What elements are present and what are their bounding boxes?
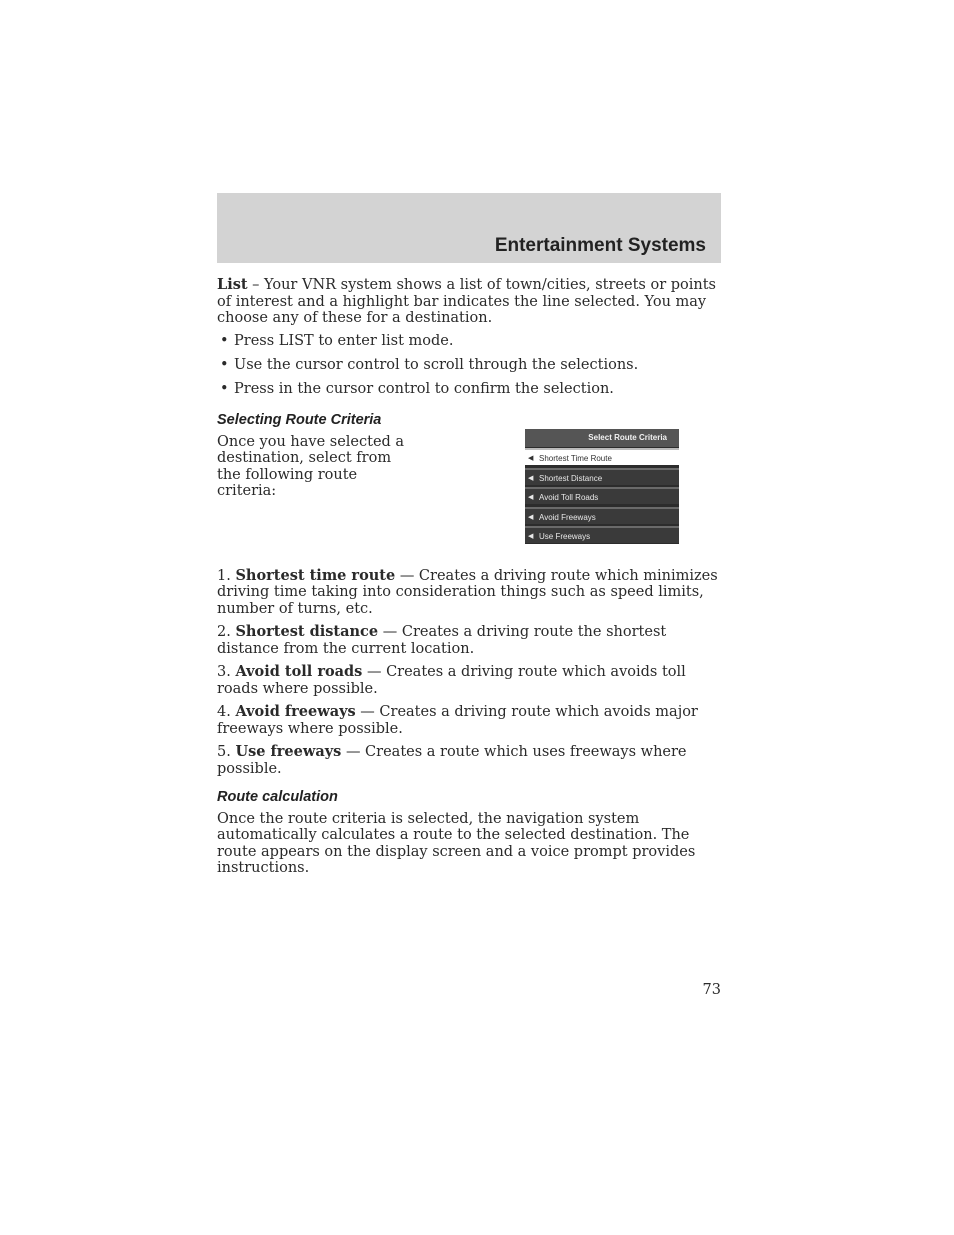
- left-triangle-icon: ◀: [528, 493, 534, 501]
- intro-paragraph: [217, 277, 721, 327]
- list-item: 4. Avoid freeways — Creates a driving route which avoids major freeways where possible.: [217, 703, 698, 737]
- screen-item-label: Shortest Distance: [539, 473, 603, 483]
- page-content: [217, 277, 721, 877]
- page-title: Entertainment Systems: [494, 235, 706, 256]
- intro-term: List: [217, 276, 248, 293]
- list-item: • Press in the cursor control to confirm the selection.: [217, 381, 721, 398]
- screen-item-avoid-freeways: [525, 507, 679, 524]
- screen-item-label: Avoid Toll Roads: [539, 492, 599, 502]
- bullet-list: [217, 333, 721, 398]
- screen-item-use-freeways: [525, 526, 679, 543]
- page-number: 73: [702, 982, 721, 998]
- section-heading-route-calculation: Route calculation: [217, 789, 338, 805]
- screen-item-label: Use Freeways: [539, 531, 591, 541]
- list-item: 2. Shortest distance — Creates a driving route the shortest distance from the current location.: [217, 623, 667, 657]
- list-item: 3. Avoid toll roads — Creates a driving route which avoids toll roads where possible.: [217, 663, 686, 697]
- list-item: • Use the cursor control to scroll through the selections.: [217, 357, 721, 374]
- numbered-list: [217, 568, 721, 778]
- screen-item-label: Shortest Time Route: [539, 453, 612, 463]
- screen-item-avoid-toll-roads: [525, 487, 679, 504]
- left-triangle-icon: ◀: [528, 513, 534, 521]
- route-criteria-screen: [525, 429, 679, 544]
- screen-title: Select Route Criteria: [525, 429, 679, 447]
- intro-text: – Your VNR system shows a list of town/cities, streets or points of interest and a highlight bar indicates the line selected. You may choose any of these for a destination.: [217, 277, 716, 326]
- left-triangle-icon: ◀: [528, 532, 534, 540]
- list-item: 1. Shortest time route — Creates a driving route which minimizes driving time taking into consideration things such as speed limits, number of turns, etc.: [217, 566, 718, 617]
- list-item: • Press LIST to enter list mode.: [217, 333, 721, 350]
- left-triangle-icon: ◀: [528, 474, 534, 482]
- screen-item-shortest-distance: [525, 468, 679, 485]
- left-triangle-icon: ◀: [528, 454, 534, 462]
- header-band: [217, 193, 721, 263]
- screen-item-label: Avoid Freeways: [539, 512, 596, 522]
- route-criteria-text: Once you have selected a destination, select from the following route criteria:: [217, 433, 405, 499]
- route-calculation-text: Once the route criteria is selected, the navigation system automatically calculates a route to the selected destination. The route appears on the display screen and a voice prompt provides instructions.: [217, 810, 696, 876]
- section-heading-route-criteria: Selecting Route Criteria: [217, 412, 382, 428]
- route-criteria-row: [217, 434, 721, 568]
- list-item: 5. Use freeways — Creates a route which uses freeways where possible.: [217, 743, 687, 777]
- screen-item-shortest-time-route: [525, 448, 679, 465]
